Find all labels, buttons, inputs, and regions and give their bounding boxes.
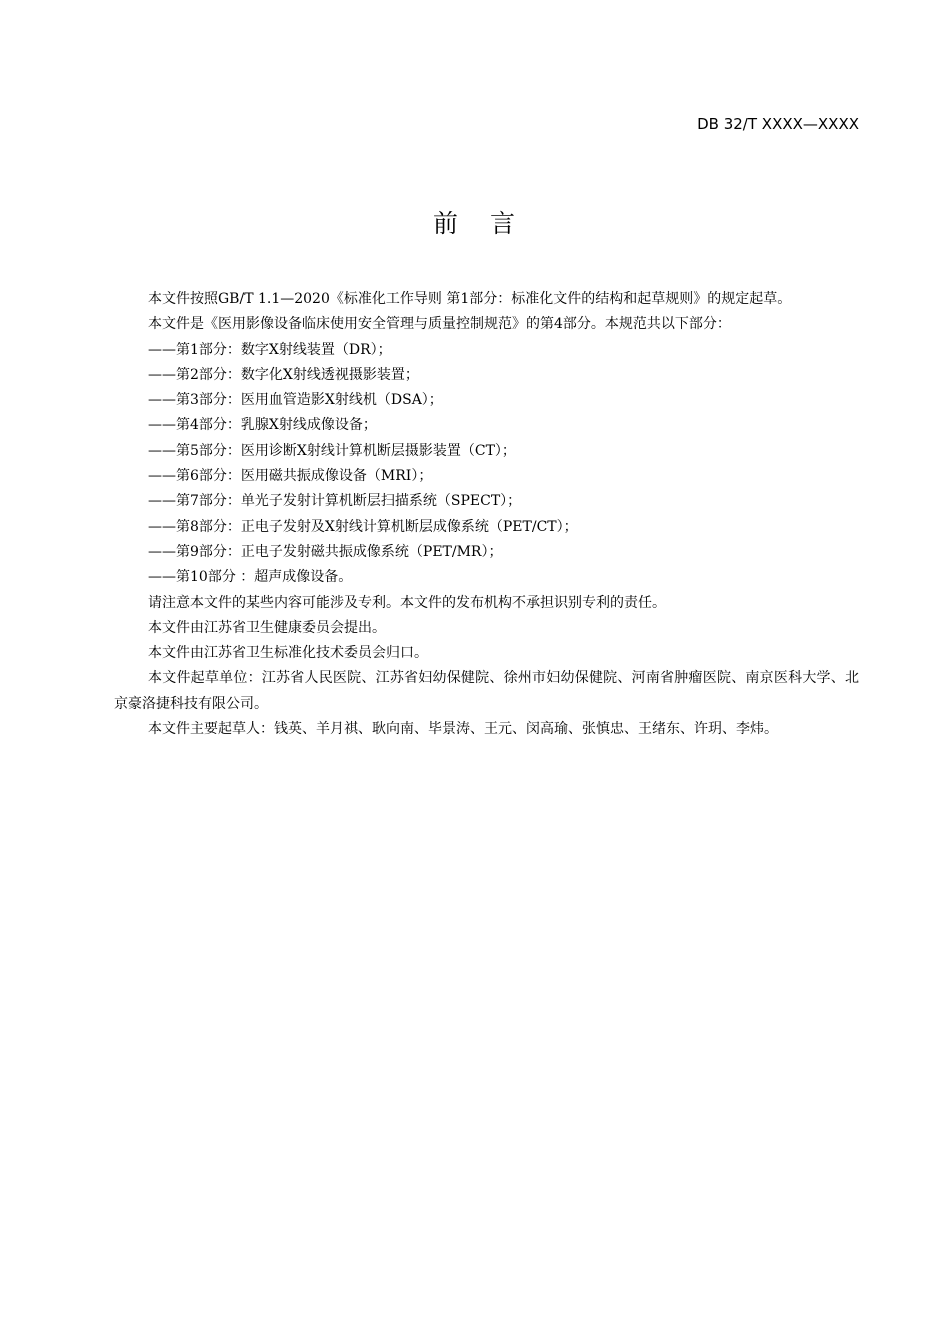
paragraph-committee: 本文件由江苏省卫生标准化技术委员会归口。 [148,645,428,662]
paragraph-drafting-units: 本文件起草单位：江苏省人民医院、江苏省妇幼保健院、徐州市妇幼保健院、河南省肿瘤医院、南京医科大学、北京豪洛捷科技有限公司。 [114,670,859,712]
list-item-part-5: ——第5部分：医用诊断X射线计算机断层摄影装置（CT）； [148,442,516,459]
foreword-body [114,287,859,742]
paragraph-patent-notice: 请注意本文件的某些内容可能涉及专利。本文件的发布机构不承担识别专利的责任。 [148,594,666,611]
list-item-part-10: ——第10部分 ：超声成像设备。 [148,569,353,586]
list-item-part-3: ——第3部分：医用血管造影X射线机（DSA）； [148,392,443,409]
list-item-part-2: ——第2部分：数字化X射线透视摄影装置； [148,366,419,383]
list-item-part-6: ——第6部分：医用磁共振成像设备（MRI）； [148,468,433,485]
paragraph-drafting-basis: 本文件按照GB/T 1.1—2020《标准化工作导则 第1部分：标准化文件的结构和起草规则》的规定起草。 [148,291,792,307]
document-code: DB 32/T XXXX—XXXX [697,115,859,133]
title-char-2: 言 [490,209,518,238]
paragraph-drafters: 本文件主要起草人：钱英、羊月祺、耿向南、毕景涛、王元、闵高瑜、张慎忠、王绪东、许玥、李炜。 [148,721,778,738]
list-item-part-8: ——第8部分：正电子发射及X射线计算机断层成像系统（PET/CT）； [148,518,578,535]
title-char-1: 前 [432,209,460,238]
paragraph-proposer: 本文件由江苏省卫生健康委员会提出。 [148,619,386,636]
list-item-part-4: ——第4部分：乳腺X射线成像设备； [148,417,377,434]
list-item-part-1: ——第1部分：数字X射线装置（DR）； [148,341,392,358]
list-item-part-9: ——第9部分：正电子发射磁共振成像系统（PET/MR）； [148,543,503,560]
paragraph-series-intro: 本文件是《医用影像设备临床使用安全管理与质量控制规范》的第4部分。本规范共以下部分： [148,316,731,333]
list-item-part-7: ——第7部分：单光子发射计算机断层扫描系统（SPECT）； [148,493,522,510]
page-title [0,207,950,241]
